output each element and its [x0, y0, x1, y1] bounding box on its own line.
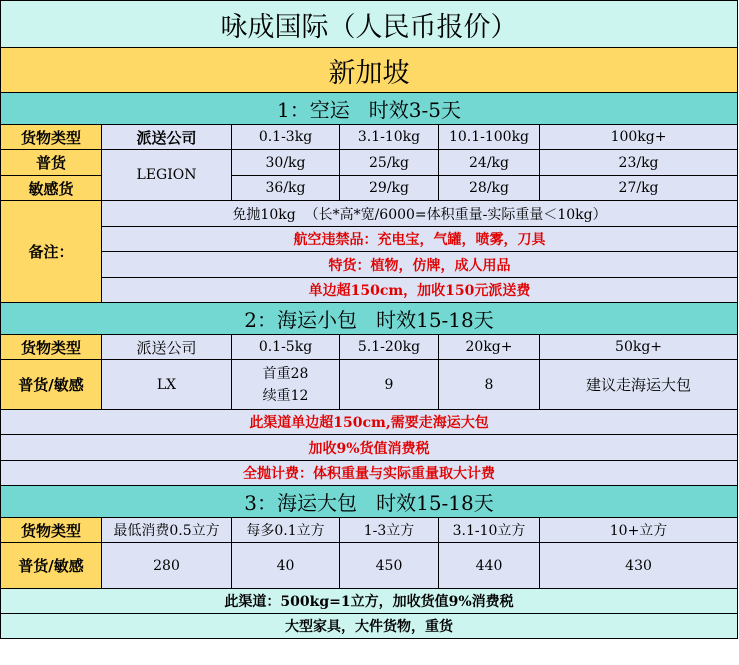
header-cargo-type: 货物类型 — [1, 518, 102, 543]
price-cell: 25/kg — [340, 150, 439, 176]
header-volume-range: 最低消费0.5立方 — [102, 518, 232, 543]
note-oversize: 此渠道单边超150cm,需要走海运大包 — [1, 410, 738, 435]
carrier-name: LEGION — [102, 150, 232, 201]
price-cell: 24/kg — [439, 150, 540, 176]
remark-prohibited: 航空违禁品：充电宝，气罐，喷雾，刀具 — [102, 227, 738, 252]
header-volume-range: 3.1-10立方 — [439, 518, 540, 543]
header-carrier: 派送公司 — [102, 125, 232, 150]
header-weight-range: 20kg+ — [439, 335, 540, 360]
header-weight-range: 10.1-100kg — [439, 125, 540, 150]
note-volume-conversion: 此渠道：500kg=1立方，加收货值9%消费税 — [1, 589, 738, 614]
note-billing: 全抛计费：体积重量与实际重量取大计费 — [1, 461, 738, 486]
price-cell: 30/kg — [232, 150, 340, 176]
header-weight-range: 50kg+ — [540, 335, 738, 360]
section-heading-sea-large: 3：海运大包 时效15-18天 — [1, 486, 738, 518]
note-cargo-types: 大型家具，大件货物，重货 — [1, 614, 738, 639]
cargo-type-general-sensitive: 普货/敏感 — [1, 360, 102, 410]
header-volume-range: 每多0.1立方 — [232, 518, 340, 543]
price-cell: 23/kg — [540, 150, 738, 176]
header-weight-range: 100kg+ — [540, 125, 738, 150]
cargo-type-general-sensitive: 普货/敏感 — [1, 543, 102, 589]
price-suggestion: 建议走海运大包 — [540, 360, 738, 410]
page-title: 咏成国际（人民币报价） — [1, 1, 738, 48]
price-cell: 29/kg — [340, 176, 439, 201]
price-cell: 430 — [540, 543, 738, 589]
price-cell: 280 — [102, 543, 232, 589]
header-cargo-type: 货物类型 — [1, 335, 102, 360]
price-cell: 40 — [232, 543, 340, 589]
region-title: 新加坡 — [1, 48, 738, 93]
cargo-type-sensitive: 敏感货 — [1, 176, 102, 201]
header-weight-range: 3.1-10kg — [340, 125, 439, 150]
remarks-label: 备注： — [1, 201, 102, 303]
price-cell: 8 — [439, 360, 540, 410]
cargo-type-general: 普货 — [1, 150, 102, 176]
section-heading-sea-small: 2：海运小包 时效15-18天 — [1, 303, 738, 335]
section-heading-air: 1：空运 时效3-5天 — [1, 93, 738, 125]
price-cell: 36/kg — [232, 176, 340, 201]
price-cell: 9 — [340, 360, 439, 410]
extra-weight-price: 续重12 — [262, 387, 309, 404]
first-weight-price: 首重28 — [262, 365, 309, 382]
carrier-name: LX — [102, 360, 232, 410]
header-weight-range: 5.1-20kg — [340, 335, 439, 360]
price-cell: 27/kg — [540, 176, 738, 201]
price-cell: 450 — [340, 543, 439, 589]
first-extra-weight-price — [232, 360, 340, 410]
remark-oversize-fee: 单边超150cm，加收150元派送费 — [102, 278, 738, 303]
price-cell: 440 — [439, 543, 540, 589]
header-weight-range: 0.1-3kg — [232, 125, 340, 150]
header-volume-range: 10+立方 — [540, 518, 738, 543]
header-weight-range: 0.1-5kg — [232, 335, 340, 360]
header-cargo-type: 货物类型 — [1, 125, 102, 150]
remark-volumetric: 免抛10kg （长*高*宽/6000=体积重量-实际重量＜10kg） — [102, 201, 738, 227]
header-volume-range: 1-3立方 — [340, 518, 439, 543]
price-cell: 28/kg — [439, 176, 540, 201]
remark-special-goods: 特货：植物，仿牌，成人用品 — [102, 252, 738, 278]
header-carrier: 派送公司 — [102, 335, 232, 360]
note-tax: 加收9%货值消费税 — [1, 435, 738, 461]
